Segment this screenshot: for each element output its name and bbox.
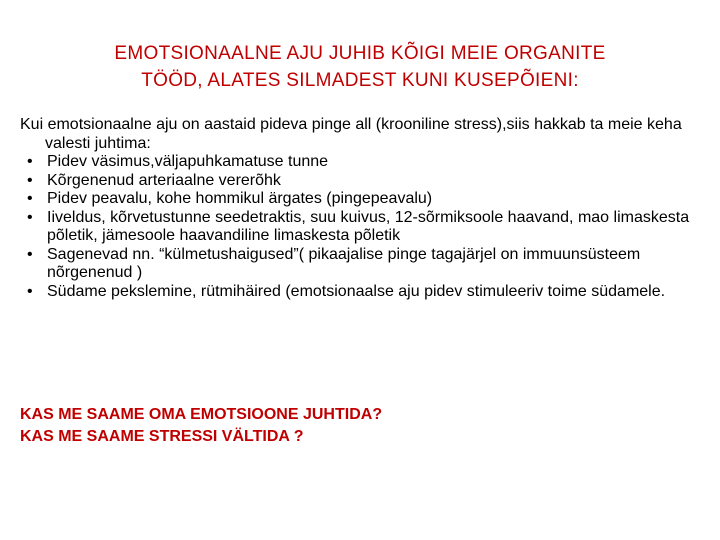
symptom-list <box>20 153 690 301</box>
intro-paragraph: Kui emotsionaalne aju on aastaid pideva pinge all (krooniline stress),siis hakkab ta meie keha valesti juhtima: <box>20 116 682 152</box>
bullet-icon: • <box>27 171 33 189</box>
bullet-icon: • <box>27 208 33 226</box>
question-line-2: KAS ME SAAME STRESSI VÄLTIDA ? <box>20 428 304 445</box>
list-item-text: Kõrgenenud arteriaalne vererõhk <box>47 171 281 189</box>
bullet-icon: • <box>27 190 33 207</box>
closing-questions <box>20 404 382 448</box>
question-line-1: KAS ME SAAME OMA EMOTSIOONE JUHTIDA? <box>20 406 383 423</box>
list-item <box>20 209 690 246</box>
list-item-text: Pidev peavalu, kohe hommikul ärgates (pingepeavalu) <box>47 190 433 207</box>
bullet-icon: • <box>27 282 33 300</box>
slide-title <box>20 40 700 94</box>
title-line-1: EMOTSIONAALNE AJU JUHIB KÕIGI MEIE ORGANITE <box>114 43 606 64</box>
slide-body <box>20 116 690 301</box>
list-item <box>20 246 690 283</box>
list-item <box>20 283 690 302</box>
list-item-text: Pidev väsimus,väljapuhkamatuse tunne <box>47 153 329 170</box>
list-item-text: Iiveldus, kõrvetustunne seedetraktis, suu kuivus, 12-sõrmiksoole haavand, mao limaskesta põletik, jämesoole haavandiline limaskesta põletik <box>47 208 690 244</box>
bullet-icon: • <box>27 245 33 263</box>
bullet-icon: • <box>27 153 33 170</box>
list-item-text: Sagenevad nn. “külmetushaigused”( pikaajalise pinge tagajärjel on immuunsüsteem nõrgenenud ) <box>47 245 641 281</box>
list-item <box>20 172 690 191</box>
list-item-text: Südame pekslemine, rütmihäired (emotsionaalse aju pidev stimuleeriv toime südamele. <box>47 282 666 300</box>
title-line-2: TÖÖD, ALATES SILMADEST KUNI KUSEPÕIENI: <box>141 70 579 91</box>
list-item <box>20 153 690 172</box>
list-item <box>20 190 690 209</box>
